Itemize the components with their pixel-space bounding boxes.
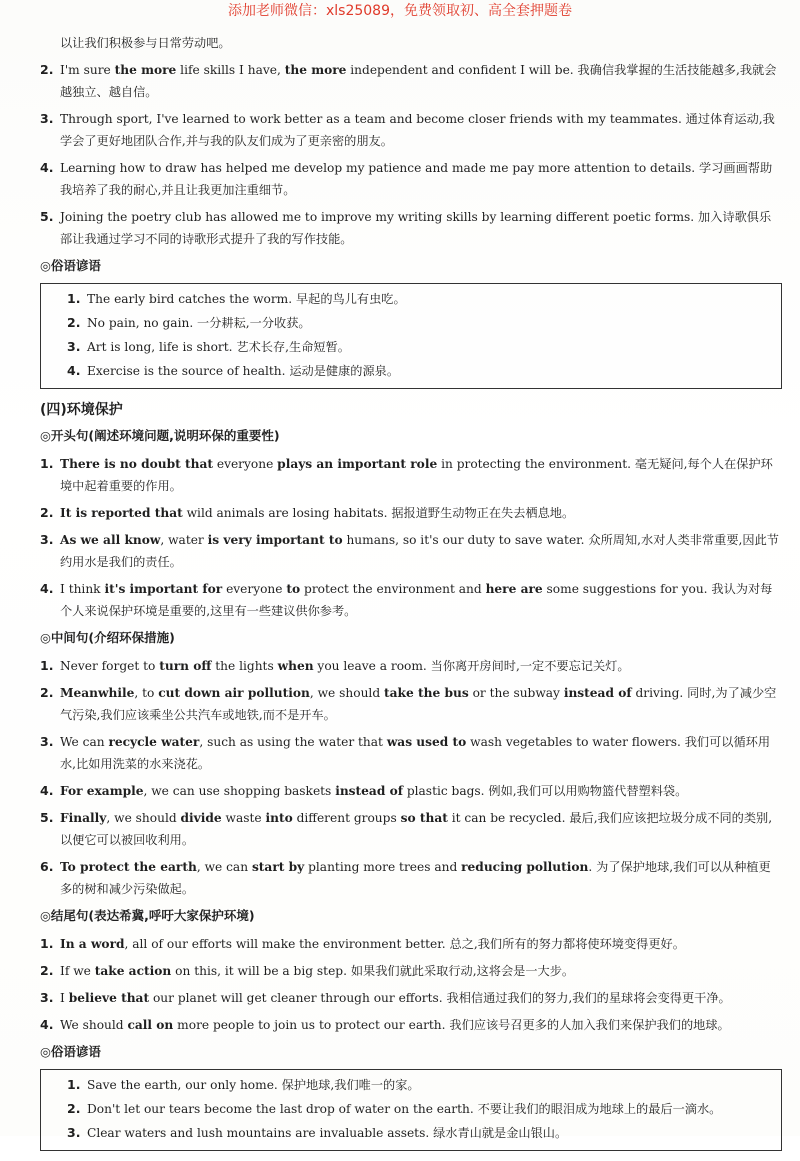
key-phrase: the more — [114, 63, 177, 77]
list-item — [40, 960, 782, 982]
item-number: 4. — [40, 581, 54, 596]
item-number: 2. — [67, 315, 81, 330]
sentence-text: I — [60, 991, 69, 1005]
sentence-text: life skills I have, — [176, 63, 285, 77]
sentence-text: independent and confident I will be. 我确信我掌握的生活技能越多,我就会越独立、越自信。 — [60, 63, 777, 99]
proverb-item — [67, 360, 775, 382]
key-phrase: take the bus — [384, 686, 469, 700]
proverb-text: Art is long, life is short. 艺术长存,生命短暂。 — [87, 340, 350, 354]
proverb-text: No pain, no gain. 一分耕耘,一分收获。 — [87, 316, 311, 330]
sentence-text: I think — [60, 582, 105, 596]
list-item — [40, 807, 782, 851]
sentence-text: Learning how to draw has helped me develop my patience and made me pay more attention to details. 学习画画帮助我培养了我的耐心,并且让我更加注重细节。 — [60, 161, 773, 197]
sentence-text: . 为了保护地球,我们可以从种植更多的树和减少污染做起。 — [60, 860, 771, 896]
proverb-item — [67, 1074, 775, 1096]
key-phrase: To protect the earth — [60, 860, 197, 874]
key-phrase: call on — [127, 1018, 174, 1032]
key-phrase: instead of — [563, 686, 632, 700]
sentence-text: on this, it will be a big step. 如果我们就此采取行动,这将会是一大步。 — [171, 964, 575, 978]
item-number: 2. — [40, 685, 54, 700]
proverbs-heading-1: ◎俗语谚语 — [40, 258, 101, 273]
proverb-item — [67, 312, 775, 334]
proverb-text: Don't let our tears become the last drop of water on the earth. 不要让我们的眼泪成为地球上的最后一滴水。 — [87, 1102, 722, 1116]
item-number: 3. — [67, 339, 81, 354]
list-item — [40, 578, 782, 622]
life-skills-list — [40, 59, 782, 250]
key-phrase: so that — [400, 811, 448, 825]
proverb-item — [67, 288, 775, 310]
sentence-text: I'm sure — [60, 63, 115, 77]
sentence-text: different groups — [292, 811, 401, 825]
content — [40, 32, 782, 1161]
proverb-text: Clear waters and lush mountains are invaluable assets. 绿水青山就是金山银山。 — [87, 1126, 568, 1140]
item-number: 4. — [40, 160, 54, 175]
list-item — [40, 529, 782, 573]
sentence-text: it can be recycled. 最后,我们应该把垃圾分成不同的类别,以便它可以被回收利用。 — [60, 811, 773, 847]
key-phrase: Finally — [60, 811, 107, 825]
list-item — [40, 59, 782, 103]
list-item — [40, 856, 782, 900]
key-phrase: here are — [485, 582, 543, 596]
key-phrase: turn off — [159, 659, 212, 673]
item-number: 4. — [67, 363, 81, 378]
proverb-item — [67, 336, 775, 358]
sentence-text: , we can — [196, 860, 252, 874]
proverb-text: The early bird catches the worm. 早起的鸟儿有虫吃。 — [87, 292, 406, 306]
sentence-text: We can — [60, 735, 109, 749]
item-number: 3. — [40, 111, 54, 126]
item-number: 2. — [40, 62, 54, 77]
sentence-text: Joining the poetry club has allowed me to improve my writing skills by learning different poetic forms. 加入诗歌俱乐部让我通过学习不同的诗歌形式提升了我的写作技能。 — [60, 210, 772, 246]
item-number: 2. — [40, 963, 54, 978]
sentence-text: driving. 同时,为了减少空气污染,我们应该乘坐公共汽车或地铁,而不是开车。 — [60, 686, 777, 722]
list-item — [40, 108, 782, 152]
list-item — [40, 780, 782, 802]
sentence-text: plastic bags. 例如,我们可以用购物篮代替塑料袋。 — [402, 784, 688, 798]
sentence-text: wild animals are losing habitats. 据报道野生动物正在失去栖息地。 — [182, 506, 575, 520]
sentence-text: wash vegetables to water flowers. 我们可以循环用水,比如用洗菜的水来浇花。 — [60, 735, 771, 771]
proverbs-box-2 — [40, 1069, 782, 1151]
item-number: 4. — [40, 783, 54, 798]
sentence-text: planting more trees and — [304, 860, 462, 874]
key-phrase: plays an important role — [277, 457, 438, 471]
key-phrase: when — [277, 659, 314, 673]
item-number: 1. — [40, 658, 54, 673]
sentence-text: or the subway — [468, 686, 564, 700]
continuation-line — [40, 32, 782, 54]
middle-list — [40, 655, 782, 900]
sentence-text: everyone — [213, 457, 278, 471]
sentence-text: If we — [60, 964, 95, 978]
key-phrase: cut down air pollution — [158, 686, 310, 700]
sentence-text: , such as using the water that — [199, 735, 387, 749]
sentence-text: humans, so it's our duty to save water. 众所周知,水对人类非常重要,因此节约用水是我们的责任。 — [60, 533, 779, 569]
sentence-text: our planet will get cleaner through our efforts. 我相信通过我们的努力,我们的星球将会变得更干净。 — [149, 991, 731, 1005]
continuation-text: 以让我们积极参与日常劳动吧。 — [60, 36, 231, 50]
key-phrase: the more — [284, 63, 347, 77]
sentence-text: Never forget to — [60, 659, 160, 673]
key-phrase: believe that — [68, 991, 150, 1005]
list-item — [40, 1014, 782, 1036]
item-number: 3. — [67, 1125, 81, 1140]
key-phrase: It is reported that — [60, 506, 183, 520]
sentence-text: everyone — [222, 582, 287, 596]
item-number: 5. — [40, 810, 54, 825]
sentence-text: protect the environment and — [300, 582, 486, 596]
proverb-text: Save the earth, our only home. 保护地球,我们唯一的家。 — [87, 1078, 420, 1092]
key-phrase: For example — [60, 784, 144, 798]
sentence-text: , we can use shopping baskets — [143, 784, 336, 798]
item-number: 2. — [40, 505, 54, 520]
watermark-banner: 添加老师微信：xls25089，免费领取初、高全套押题卷 — [227, 3, 572, 19]
middle-heading: ◎中间句(介绍环保措施) — [40, 630, 175, 645]
key-phrase: instead of — [335, 784, 403, 798]
item-number: 3. — [40, 532, 54, 547]
key-phrase: Meanwhile — [60, 686, 135, 700]
sentence-text: waste — [221, 811, 266, 825]
item-number: 1. — [67, 1077, 81, 1092]
sentence-text: We should — [60, 1018, 128, 1032]
key-phrase: was used to — [386, 735, 467, 749]
key-phrase: start by — [251, 860, 305, 874]
key-phrase: reducing pollution — [461, 860, 589, 874]
item-number: 1. — [67, 291, 81, 306]
key-phrase: There is no doubt that — [60, 457, 213, 471]
key-phrase: In a word — [60, 937, 125, 951]
proverbs-heading-2: ◎俗语谚语 — [40, 1044, 101, 1059]
list-item — [40, 731, 782, 775]
key-phrase: As we all know — [60, 533, 161, 547]
sentence-text: you leave a room. 当你离开房间时,一定不要忘记关灯。 — [313, 659, 630, 673]
opening-list — [40, 453, 782, 622]
sentence-text: , we should — [309, 686, 384, 700]
key-phrase: recycle water — [108, 735, 200, 749]
item-number: 1. — [40, 456, 54, 471]
key-phrase: into — [265, 811, 293, 825]
sentence-text: , all of our efforts will make the environment better. 总之,我们所有的努力都将使环境变得更好。 — [124, 937, 685, 951]
list-item — [40, 987, 782, 1009]
sentence-text: the lights — [211, 659, 278, 673]
sentence-text: some suggestions for you. 我认为对每个人来说保护环境是重要的,这里有一些建议供你参考。 — [60, 582, 773, 618]
sentence-text: , to — [134, 686, 159, 700]
sentence-text: , water — [160, 533, 208, 547]
list-item — [40, 655, 782, 677]
proverb-item — [67, 1098, 775, 1120]
key-phrase: take action — [94, 964, 172, 978]
sentence-text: in protecting the environment. 毫无疑问,每个人在保护环境中起着重要的作用。 — [60, 457, 773, 493]
ending-heading: ◎结尾句(表达希冀,呼吁大家保护环境) — [40, 908, 255, 923]
key-phrase: to — [286, 582, 301, 596]
item-number: 3. — [40, 734, 54, 749]
key-phrase: it's important for — [104, 582, 223, 596]
item-number: 5. — [40, 209, 54, 224]
list-item — [40, 157, 782, 201]
item-number: 6. — [40, 859, 54, 874]
list-item — [40, 933, 782, 955]
proverb-text: Exercise is the source of health. 运动是健康的源泉。 — [87, 364, 400, 378]
list-item — [40, 453, 782, 497]
proverb-item — [67, 1122, 775, 1144]
list-item — [40, 206, 782, 250]
list-item — [40, 682, 782, 726]
ending-list — [40, 933, 782, 1036]
sentence-text: , we should — [106, 811, 181, 825]
key-phrase: is very important to — [207, 533, 343, 547]
item-number: 4. — [40, 1017, 54, 1032]
list-item — [40, 502, 782, 524]
key-phrase: divide — [180, 811, 222, 825]
sentence-text: Through sport, I've learned to work better as a team and become closer friends with my teammates. 通过体育运动,我学会了更好地团队合作,并与我的队友们成为了更亲密的朋友。 — [60, 112, 775, 148]
item-number: 2. — [67, 1101, 81, 1116]
proverbs-box-1 — [40, 283, 782, 389]
sentence-text: more people to join us to protect our earth. 我们应该号召更多的人加入我们来保护我们的地球。 — [173, 1018, 730, 1032]
item-number: 1. — [40, 936, 54, 951]
item-number: 3. — [40, 990, 54, 1005]
section-title-environment: (四)环境保护 — [40, 402, 123, 418]
opening-heading: ◎开头句(阐述环境问题,说明环保的重要性) — [40, 428, 280, 443]
